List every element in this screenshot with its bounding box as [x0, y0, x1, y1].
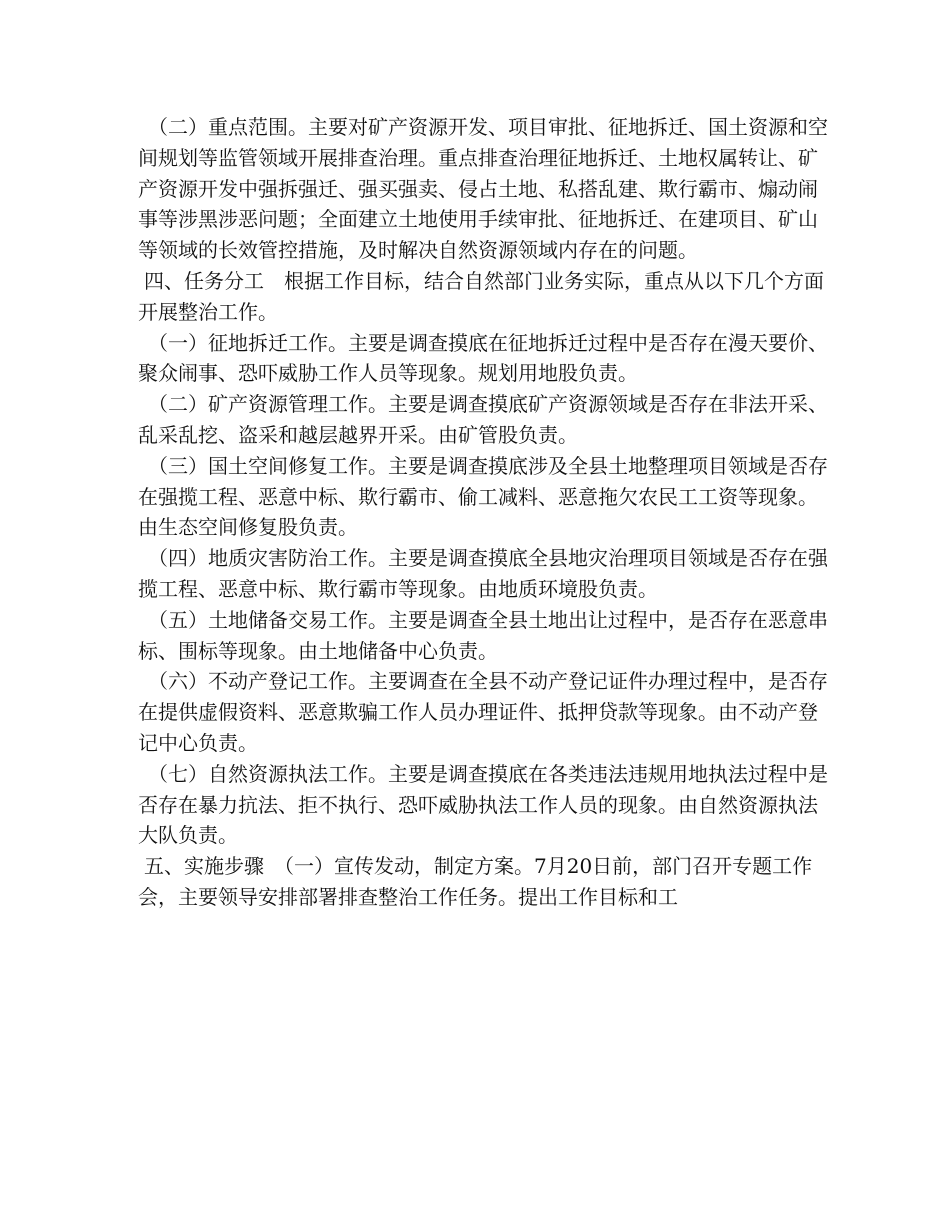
section-heading-task-division: 四、任务分工 根据工作目标，结合自然部门业务实际，重点从以下几个方面开展整治工作。 — [138, 268, 824, 324]
paragraph-mineral-resources: （二）矿产资源管理工作。主要是调查摸底矿产资源领域是否存在非法开采、乱采乱挖、盗采和越层越界开采。由矿管股负责。 — [138, 392, 828, 447]
paragraph-land-space-restoration: （三）国土空间修复工作。主要是调查摸底涉及全县土地整理项目领域是否存在强揽工程、恶意中标、欺行霸市、偷工减料、恶意拖欠农民工工资等现象。由生态空间修复股负责。 — [138, 453, 828, 540]
section-heading-implementation-steps: 五、实施步骤 （一）宣传发动，制定方案。7月20日前，部门召开专题工作会，主要领导安排部署排查整治工作任务。提出工作目标和工 — [138, 854, 813, 909]
document-page — [138, 112, 828, 913]
paragraph-geological-disaster: （四）地质灾害防治工作。主要是调查摸底全县地灾治理项目领域是否存在强揽工程、恶意中标、欺行霸市等现象。由地质环境股负责。 — [138, 546, 828, 601]
paragraph-land-reserve: （五）土地储备交易工作。主要是调查全县土地出让过程中，是否存在恶意串标、围标等现象。由土地储备中心负责。 — [138, 607, 828, 663]
paragraph-natural-resources-enforcement: （七）自然资源执法工作。主要是调查摸底在各类违法违规用地执法过程中是否存在暴力抗法、拒不执行、恐吓威胁执法工作人员的现象。由自然资源执法大队负责。 — [138, 761, 828, 848]
paragraph-land-acquisition: （一）征地拆迁工作。主要是调查摸底在征地拆迁过程中是否存在漫天要价、聚众闹事、恐吓威胁工作人员等现象。规划用地股负责。 — [138, 330, 828, 386]
paragraph-real-estate-registration: （六）不动产登记工作。主要调查在全县不动产登记证件办理过程中，是否存在提供虚假资料、恶意欺骗工作人员办理证件、抵押贷款等现象。由不动产登记中心负责。 — [138, 669, 828, 755]
paragraph-key-scope: （二）重点范围。主要对矿产资源开发、项目审批、征地拆迁、国土资源和空间规划等监管领域开展排查治理。重点排查治理征地拆迁、土地权属转让、矿产资源开发中强拆强迁、强买强卖、侵占土地、私搭乱建、欺行霸市、煽动闹事等涉黑涉恶问题；全面建立土地使用手续审批、征地拆迁、在建项目、矿山等领域的长效管控措施，及时解决自然资源领域内存在的问题。 — [138, 115, 828, 263]
